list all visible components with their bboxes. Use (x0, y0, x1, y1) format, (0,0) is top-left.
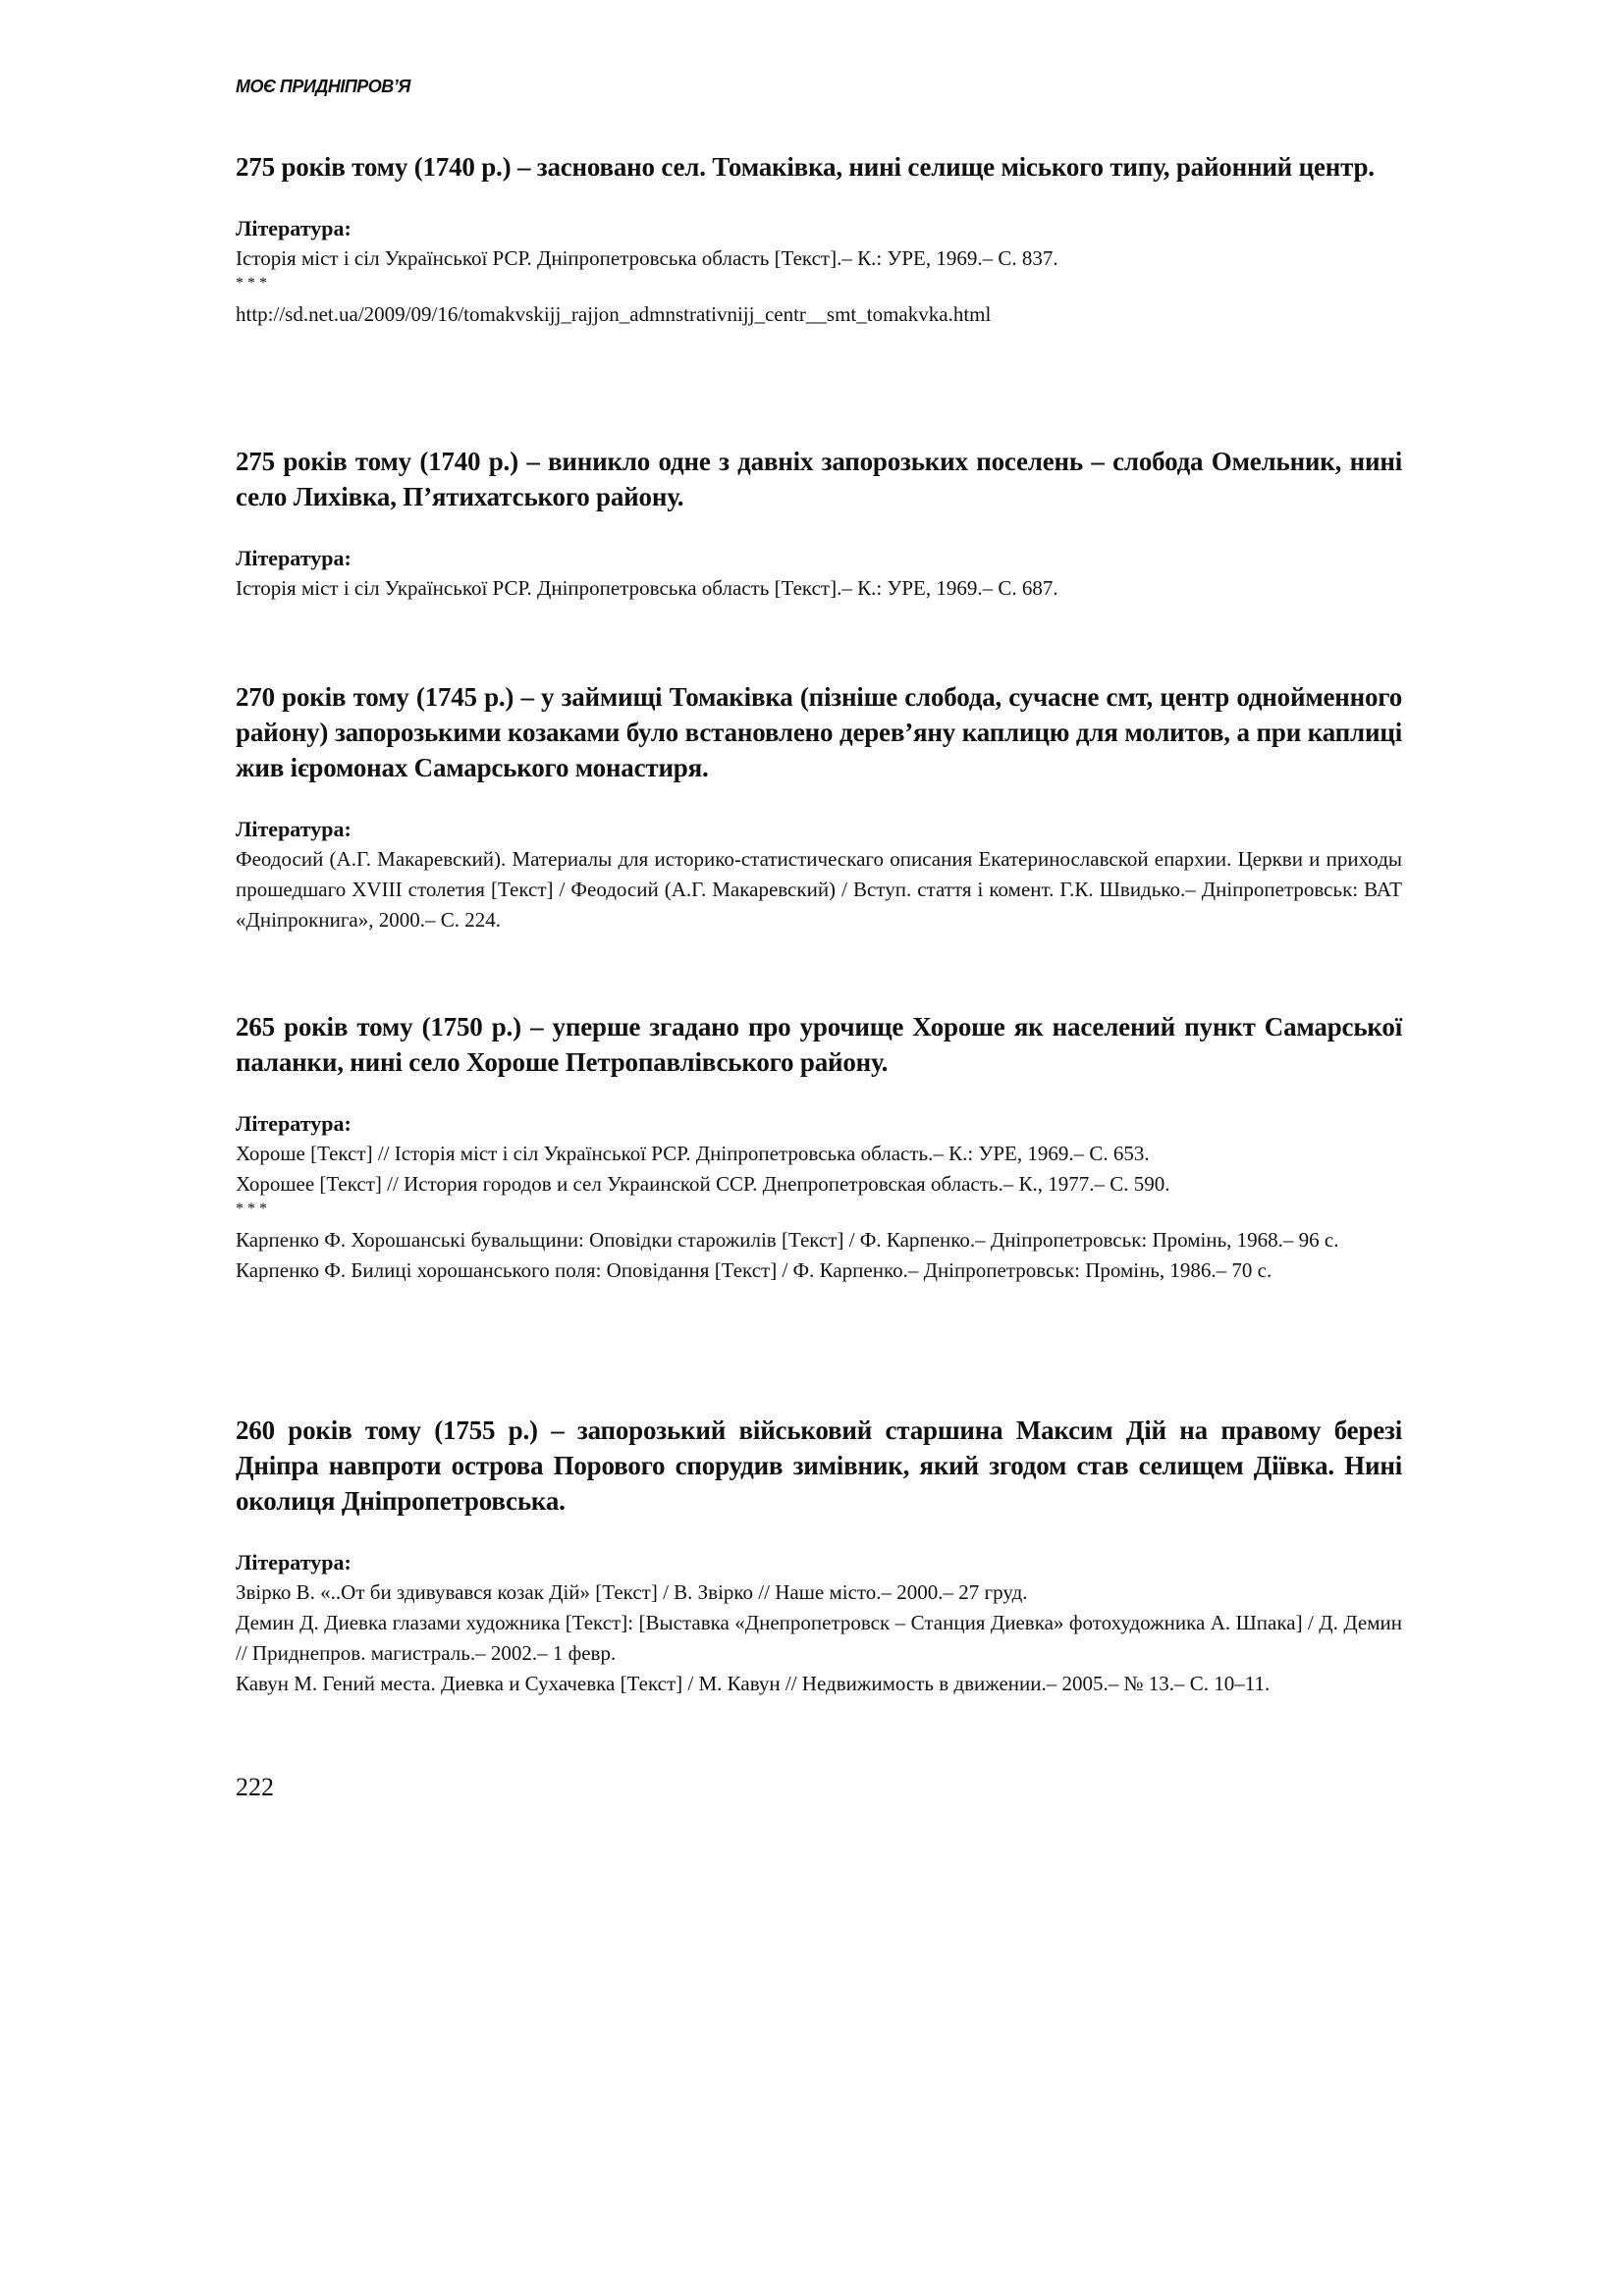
reference: Історія міст і сіл Української РСР. Дніпропетровська область [Текст].– К.: УРЕ, 1969.– С. 837. (236, 246, 1058, 270)
page-number: 222 (236, 1773, 274, 1801)
reference: Історія міст і сіл Української РСР. Дніпропетровська область [Текст].– К.: УРЕ, 1969.– С. 687. (236, 576, 1058, 600)
reference: Звірко В. «..От би здивувався козак Дій» [Текст] / В. Звірко // Наше місто.– 2000.– 27 груд. (236, 1580, 1028, 1604)
entry-heading: 265 років тому (1750 р.) – уперше згадано про урочище Хороше як населений пункт Самарської паланки, нині село Хороше Петропавлівського району. (236, 1012, 1402, 1077)
running-header: МОЄ ПРИДНІПРОВ’Я (236, 77, 410, 96)
separator: * * * (236, 275, 267, 292)
entry-1740-lykhivka (236, 444, 1402, 604)
entry-1750-khoroshe (236, 1009, 1402, 1286)
literature-label: Література: (236, 546, 352, 570)
literature-label: Література: (236, 216, 352, 240)
entry-heading: 270 років тому (1745 р.) – у займищі Томаківка (пізніше слобода, сучасне смт, центр однойменного району) запорозькими козаками було встановлено дерев’яну каплицю для молитов, а при каплиці жив ієромонах Самарського монастиря. (236, 682, 1402, 782)
reference: Хорошее [Текст] // История городов и сел Украинской ССР. Днепропетровская область.– К., 1977.– С. 590. (236, 1172, 1170, 1196)
reference: Хороше [Текст] // Історія міст і сіл Української РСР. Дніпропетровська область.– К.: УРЕ, 1969.– С. 653. (236, 1142, 1150, 1165)
reference: Карпенко Ф. Хорошанські бувальщини: Оповідки старожилів [Текст] / Ф. Карпенко.– Дніпропетровськ: Промінь, 1968.– 96 с. (236, 1228, 1339, 1252)
entry-heading: 260 років тому (1755 р.) – запорозький військовий старшина Максим Дій на правому березі Дніпра навпроти острова Порового спорудив зимівник, який згодом став селищем Діївка. Нині околиця Дніпропетровська. (236, 1415, 1402, 1516)
reference: Демин Д. Диевка глазами художника [Текст]: [Выставка «Днепропетровск – Станция Диевка» фотохудожника А. Шпака] / Д. Демин // Приднепров. магистраль.– 2002.– 1 февр. (236, 1611, 1402, 1665)
entry-1745-chapel (236, 679, 1402, 935)
literature-label: Література: (236, 1111, 352, 1136)
entry-1740-tomakivka (236, 149, 1402, 330)
reference: Карпенко Ф. Билиці хорошанського поля: Оповідання [Текст] / Ф. Карпенко.– Дніпропетровськ: Промінь, 1986.– 70 с. (236, 1258, 1272, 1282)
separator: * * * (236, 1201, 267, 1217)
literature-label: Література: (236, 1550, 352, 1575)
entry-heading: 275 років тому (1740 р.) – засновано сел. Томаківка, нині селище міського типу, районний центр. (236, 152, 1375, 182)
entry-1755-diivka (236, 1413, 1402, 1699)
reference: Кавун М. Гений места. Диевка и Сухачевка [Текст] / М. Кавун // Недвижимость в движении.– 2005.– № 13.– С. 10–11. (236, 1672, 1271, 1695)
reference-link[interactable]: http://sd.net.ua/2009/09/16/tomakvskijj_rajjon_admnstrativnijj_centr__smt_tomakvka.html (236, 302, 992, 326)
reference: Феодосий (А.Г. Макаревский). Материалы для историко-статистическаго описания Екатеринославской епархии. Церкви и приходы прошедшаго XVIII столетия [Текст] / Феодосий (А.Г. Макаревский) / Вступ. стаття і комент. Г.К. Швидько.– Дніпропетровськ: ВАТ «Дніпрокнига», 2000.– С. 224. (236, 847, 1402, 932)
entry-heading: 275 років тому (1740 р.) – виникло одне з давніх запорозьких поселень – слобода Омельник, нині село Лихівка, П’ятихатського району. (236, 447, 1402, 511)
literature-label: Література: (236, 817, 352, 841)
